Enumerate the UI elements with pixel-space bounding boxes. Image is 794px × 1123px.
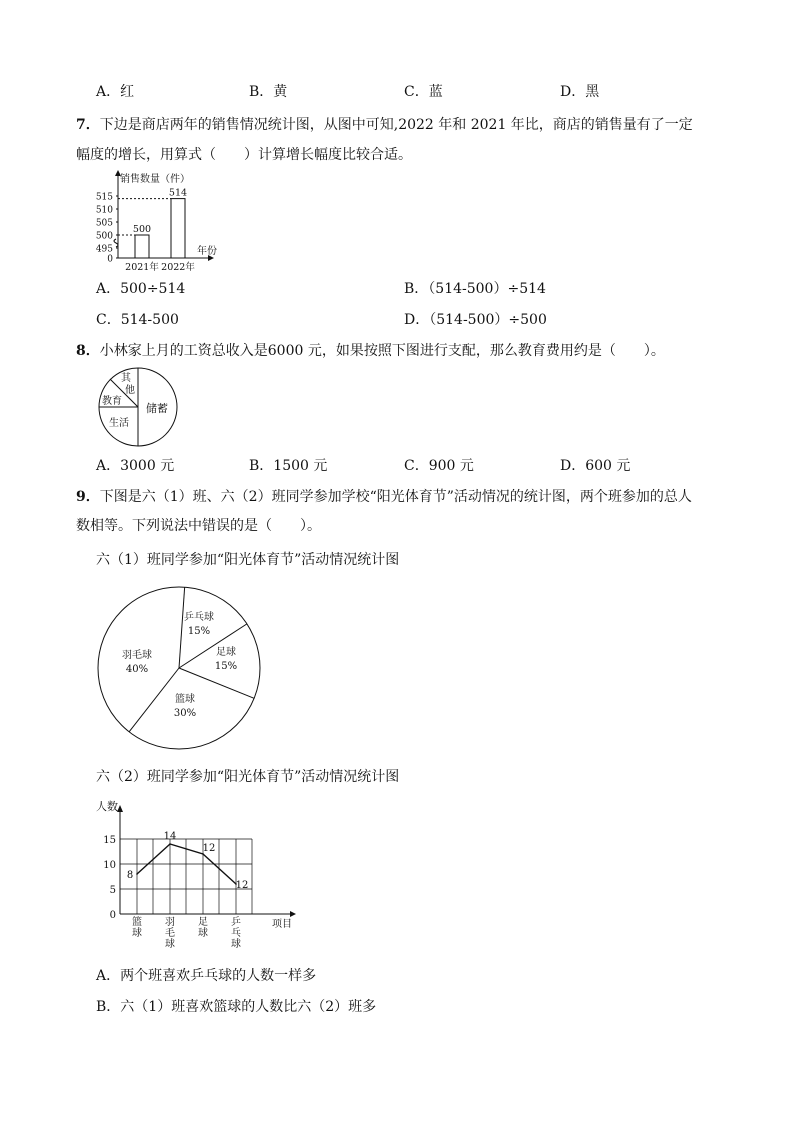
q7-number: 7．: [76, 117, 100, 133]
q9-pie-slice-name: 羽毛球: [122, 650, 152, 661]
q7-option-b[interactable]: B．（514-500）÷514: [404, 281, 546, 297]
q7-category-label: 2021年: [125, 262, 159, 273]
q9-ytick-label: 0: [109, 910, 116, 921]
q9-xcat-char: 乓: [231, 928, 241, 939]
q7-ytick-label: 495: [95, 244, 113, 255]
q7-ytick-label: 0: [107, 254, 113, 265]
q9-line-chart: [92, 797, 312, 957]
q8-number: 8．: [76, 343, 100, 359]
q9-data-point: [169, 843, 171, 845]
q7-ytick-label: 500: [95, 231, 113, 242]
q8-label-savings: 储蓄: [146, 402, 168, 415]
q7-axis-break: [114, 239, 118, 247]
q7-ytick-label: 510: [95, 205, 113, 216]
q9-point-label: 12: [202, 843, 216, 854]
q7-ytick-label: 515: [95, 192, 113, 203]
q7-stem-line2: 幅度的增长，用算式（ ）计算增长幅度比较合适。: [76, 147, 412, 163]
q7-bar-value-label: 500: [132, 224, 152, 235]
q8-label-living: 生活: [109, 418, 129, 429]
q8-option-a[interactable]: A．3000 元: [96, 458, 175, 474]
q6-option-d[interactable]: D．黑: [560, 84, 600, 100]
q9-stem-line1: [76, 487, 692, 507]
q9-xcat-char: 足: [198, 917, 208, 928]
q9-xcat-char: 毛: [165, 928, 175, 939]
q8-option-d[interactable]: D．600 元: [560, 458, 631, 474]
q9-number: 9．: [76, 489, 100, 505]
q9-line-title: 六（2）班同学参加“阳光体育节”活动情况统计图: [96, 769, 400, 785]
q9-pie-slice-pct: 40%: [125, 664, 149, 675]
q9-data-point: [136, 873, 138, 875]
q9-pie-slice-name: 足球: [216, 647, 236, 658]
q9-xcat-char: 羽: [165, 917, 175, 928]
q7-category-label: 2022年: [161, 262, 195, 273]
q7-bar: [135, 235, 149, 258]
q6-option-b[interactable]: B．黄: [249, 84, 288, 100]
q8-label-education: 教育: [102, 396, 122, 407]
q9-pie-slice-pct: 15%: [187, 626, 211, 637]
q9-xcat-char: 球: [231, 939, 241, 950]
q9-pie-title: 六（1）班同学参加“阳光体育节”活动情况统计图: [96, 552, 400, 568]
q9-pie-slice-name: 乒乓球: [184, 612, 214, 623]
q8-stem: [76, 341, 665, 361]
q8-label-other-1: 其: [121, 373, 131, 384]
q9-point-label: 8: [126, 870, 134, 881]
q7-stem-line1: [76, 115, 693, 135]
q9-stem-text: 下图是六（1）班、六（2）班同学参加学校“阳光体育节”活动情况的统计图，两个班参加的总人: [99, 489, 692, 505]
q8-label-other-2: 他: [125, 385, 135, 396]
q9-stem-line2: 数相等。下列说法中错误的是（ ）。: [76, 518, 321, 534]
q9-ytick-label: 15: [103, 835, 116, 846]
q9-ytick-label: 5: [109, 885, 116, 896]
q7-bar: [171, 199, 185, 258]
q8-option-c[interactable]: C．900 元: [404, 458, 474, 474]
q8-pie-chart: [97, 366, 179, 448]
q7-option-d[interactable]: D．（514-500）÷500: [404, 312, 547, 328]
q9-xcat-char: 篮: [132, 917, 142, 928]
q6-option-c[interactable]: C．蓝: [404, 84, 443, 100]
q9-x-arrow: [290, 911, 296, 917]
q8-stem-text: 小林家上月的工资总收入是6000 元，如果按照下图进行支配，那么教育费用约是（ ）。: [99, 343, 665, 359]
q9-xcat-char: 球: [198, 928, 208, 939]
q9-pie-slice-pct: 30%: [173, 708, 197, 719]
q9-point-label: 14: [163, 831, 177, 842]
q6-option-a[interactable]: A．红: [96, 84, 135, 100]
q7-bar-chart: [92, 168, 232, 274]
q9-ytick-label: 10: [103, 860, 116, 871]
q9-option-a[interactable]: A．两个班喜欢乒乓球的人数一样多: [96, 968, 317, 984]
q7-xlabel: 年份: [197, 246, 217, 257]
q9-xcat-char: 球: [132, 928, 142, 939]
q7-ytick-label: 505: [95, 218, 113, 229]
q7-option-a[interactable]: A．500÷514: [96, 281, 186, 297]
q8-option-b[interactable]: B．1500 元: [249, 458, 328, 474]
q9-pie-chart: [96, 585, 264, 753]
q9-pie-slice-name: 篮球: [175, 694, 195, 705]
q9-point-label: 12: [235, 880, 249, 891]
q7-stem-text: 下边是商店两年的销售情况统计图，从图中可知,2022 年和 2021 年比，商店的销售量有了一定: [99, 117, 693, 133]
q9-pie-slice-pct: 15%: [214, 661, 238, 672]
q9-xcat-char: 乒: [231, 917, 241, 928]
q9-option-b[interactable]: B．六（1）班喜欢篮球的人数比六（2）班多: [96, 999, 377, 1015]
q9-line-xlabel: 项目: [272, 919, 292, 930]
q7-bar-value-label: 514: [168, 187, 188, 199]
q9-xcat-char: 球: [165, 939, 175, 950]
q9-line-ylabel: 人数: [96, 800, 118, 813]
q7-option-c[interactable]: C．514-500: [96, 312, 179, 328]
q7-ylabel: 销售数量（件）: [120, 174, 190, 185]
